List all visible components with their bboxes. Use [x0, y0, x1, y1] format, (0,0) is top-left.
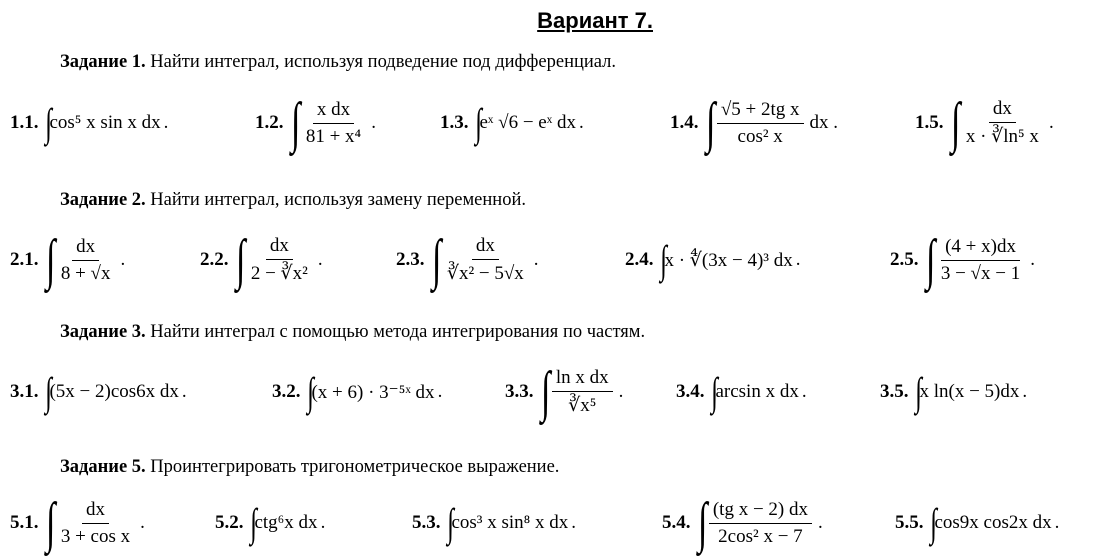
- problem-number: 1.5.: [915, 112, 944, 133]
- denominator: 2 − ∛x²: [250, 263, 308, 284]
- integral-sign: ∫: [659, 237, 667, 282]
- fraction: [552, 367, 613, 417]
- integral-sign: ∫: [540, 361, 550, 423]
- integrand: (5x − 2)cos6x dx: [49, 381, 179, 402]
- denominator: 3 + cos x: [60, 525, 131, 547]
- problem-tail: .: [371, 112, 376, 133]
- problem-number: 5.5.: [895, 512, 924, 533]
- task-5-number: Задание 5.: [60, 457, 146, 477]
- problem-2-5: [890, 225, 1035, 295]
- fraction: [302, 99, 365, 148]
- problem-5-3: [412, 488, 576, 558]
- problem-number: 2.2.: [200, 249, 229, 270]
- problem-3-5: [880, 357, 1027, 427]
- problem-5-2: [215, 488, 325, 558]
- denominator: ∛x⁵: [568, 395, 597, 416]
- denominator: 2cos² x − 7: [718, 525, 803, 547]
- fraction: [937, 236, 1024, 285]
- integral-sign: ∫: [249, 500, 257, 545]
- problem-number: 1.2.: [255, 112, 284, 133]
- problem-5-1: [10, 488, 145, 558]
- problem-number: 2.4.: [625, 249, 654, 270]
- denominator: cos² x: [737, 125, 783, 147]
- integral-sign: ∫: [697, 492, 707, 554]
- numerator: ln x dx: [552, 367, 613, 392]
- integral-sign: ∫: [925, 229, 935, 291]
- task-3-number: Задание 3.: [60, 322, 146, 342]
- integral-sign: ∫: [705, 92, 715, 154]
- numerator: dx: [472, 235, 499, 260]
- problem-number: 3.4.: [676, 381, 705, 402]
- denominator: 8 + √x: [60, 262, 111, 284]
- integral-sign: ∫: [45, 492, 55, 554]
- problem-3-2: [272, 357, 442, 427]
- integrand: cos9x cos2x dx: [934, 512, 1052, 533]
- integrand: x · ∜(3x − 4)³ dx: [664, 249, 793, 271]
- task-2-problems: [0, 225, 1108, 295]
- problem-tail: .: [571, 512, 577, 533]
- integrand: ctg⁶x dx: [254, 512, 318, 533]
- fraction: [247, 235, 312, 285]
- problem-1-5: [915, 88, 1054, 158]
- problem-5-5: [895, 488, 1059, 558]
- fraction: [717, 99, 804, 148]
- denominator: x · ∛ln⁵ x: [965, 126, 1039, 147]
- numerator: dx: [72, 236, 99, 261]
- task-3-heading: [60, 322, 645, 343]
- integrand: (x + 6) · 3⁻⁵ˣ dx: [311, 381, 435, 403]
- numerator: dx: [82, 499, 109, 524]
- integral-sign: ∫: [929, 500, 937, 545]
- problem-tail: .: [320, 512, 326, 533]
- integrand: eˣ √6 − eˣ dx: [479, 112, 576, 133]
- task-2-text: Найти интеграл, используя замену переменной.: [150, 190, 526, 210]
- problem-3-3: [505, 357, 623, 427]
- task-3-problems: [0, 357, 1108, 427]
- problem-3-1: [10, 357, 187, 427]
- problem-2-1: [10, 225, 125, 295]
- integral-sign: ∫: [235, 229, 245, 291]
- task-5-problems: [0, 488, 1108, 558]
- problem-number: 1.3.: [440, 112, 469, 133]
- integral-sign: ∫: [914, 369, 922, 414]
- problem-tail: .: [437, 381, 443, 402]
- problem-tail: .: [1054, 512, 1060, 533]
- denominator: 81 + x⁴: [305, 125, 362, 147]
- problem-number: 2.1.: [10, 249, 39, 270]
- problem-2-2: [200, 225, 323, 295]
- problem-tail: dx .: [809, 112, 839, 133]
- integral-sign: ∫: [306, 369, 314, 414]
- problem-tail: .: [163, 112, 169, 133]
- integrand: x ln(x − 5)dx: [919, 381, 1020, 402]
- integral-sign: ∫: [431, 229, 441, 291]
- task-1-number: Задание 1.: [60, 52, 146, 72]
- problem-1-3: [440, 88, 584, 158]
- integral-sign: ∫: [44, 369, 52, 414]
- problem-tail: .: [578, 112, 584, 133]
- problem-number: 5.4.: [662, 512, 691, 533]
- problem-tail: .: [317, 249, 323, 270]
- problem-1-1: [10, 88, 168, 158]
- problem-tail: .: [120, 249, 126, 270]
- numerator: dx: [266, 235, 293, 260]
- integral-sign: ∫: [446, 500, 454, 545]
- problem-tail: .: [1030, 249, 1035, 270]
- problem-tail: .: [181, 381, 187, 402]
- problem-number: 2.5.: [890, 249, 919, 270]
- integrand: cos³ x sin⁸ x dx: [451, 512, 569, 533]
- problem-tail: .: [801, 381, 807, 402]
- integral-sign: ∫: [290, 92, 300, 154]
- task-1-problems: [0, 88, 1108, 158]
- numerator: (tg x − 2) dx: [709, 499, 812, 524]
- problem-number: 5.3.: [412, 512, 441, 533]
- problem-tail: .: [533, 249, 539, 270]
- problem-tail: .: [1048, 112, 1054, 133]
- problem-tail: .: [818, 512, 823, 533]
- fraction: [443, 235, 528, 285]
- problem-number: 1.4.: [670, 112, 699, 133]
- problem-tail: .: [1022, 381, 1028, 402]
- problem-number: 5.1.: [10, 512, 39, 533]
- problem-number: 5.2.: [215, 512, 244, 533]
- task-2-number: Задание 2.: [60, 190, 146, 210]
- task-5-heading: [60, 457, 559, 478]
- problem-number: 3.3.: [505, 381, 534, 402]
- task-1-text: Найти интеграл, используя подведение под дифференциал.: [150, 52, 617, 72]
- problem-1-4: [670, 88, 838, 158]
- problem-5-4: [662, 488, 823, 558]
- integral-sign: ∫: [710, 369, 718, 414]
- problem-2-4: [625, 225, 800, 295]
- task-3-text: Найти интеграл с помощью метода интегрирования по частям.: [150, 322, 646, 342]
- fraction: [57, 236, 115, 285]
- integrand: cos⁵ x sin x dx: [49, 112, 161, 133]
- task-1-heading: [60, 52, 616, 73]
- problem-number: 3.2.: [272, 381, 301, 402]
- numerator: √5 + 2tg x: [717, 99, 804, 124]
- integral-sign: ∫: [45, 229, 55, 291]
- fraction: [709, 499, 812, 548]
- integral-sign: ∫: [44, 100, 52, 145]
- integral-sign: ∫: [474, 100, 482, 145]
- denominator: ∛x² − 5√x: [446, 263, 524, 284]
- problem-number: 3.1.: [10, 381, 39, 402]
- page-title: Вариант 7.: [537, 8, 653, 33]
- problem-number: 2.3.: [396, 249, 425, 270]
- problem-tail: .: [140, 512, 145, 533]
- denominator: 3 − √x − 1: [940, 262, 1021, 284]
- problem-tail: .: [795, 249, 801, 270]
- problem-number: 3.5.: [880, 381, 909, 402]
- problem-1-2: [255, 88, 376, 158]
- integrand: arcsin x dx: [715, 381, 799, 402]
- numerator: dx: [989, 98, 1016, 123]
- fraction: [57, 499, 134, 548]
- problem-tail: .: [618, 381, 624, 402]
- fraction: [962, 98, 1043, 148]
- problem-number: 1.1.: [10, 112, 39, 133]
- numerator: x dx: [313, 99, 354, 124]
- numerator: (4 + x)dx: [941, 236, 1020, 261]
- problem-2-3: [396, 225, 539, 295]
- problem-3-4: [676, 357, 807, 427]
- task-2-heading: [60, 190, 526, 211]
- integral-sign: ∫: [950, 92, 960, 154]
- task-5-text: Проинтегрировать тригонометрическое выражение.: [150, 457, 560, 477]
